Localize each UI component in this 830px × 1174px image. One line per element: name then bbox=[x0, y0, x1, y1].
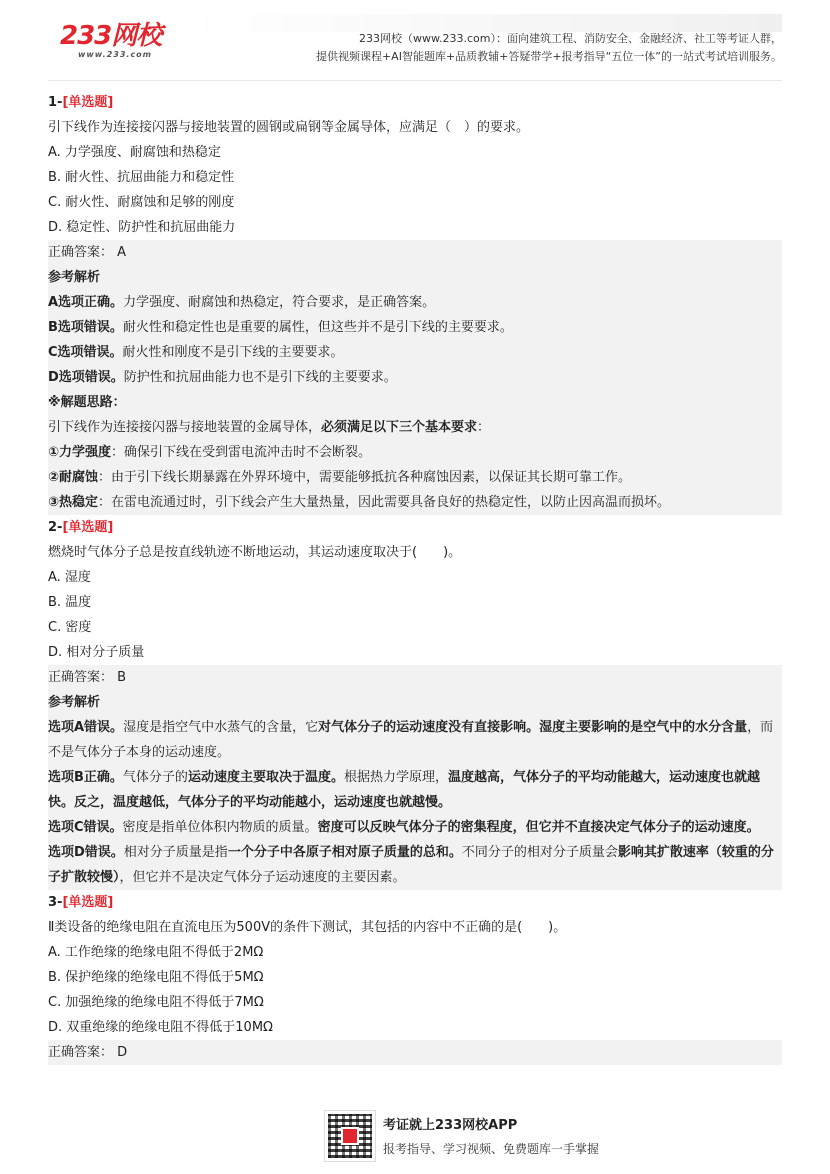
footer-subtitle: 报考指导、学习视频、免费题库一手掌握 bbox=[383, 1142, 600, 1156]
question-1-point-3 bbox=[48, 490, 782, 515]
question-type-tag: [单选题] bbox=[62, 895, 114, 910]
analysis-text: 密度是指单位体积内物质的质量。 bbox=[122, 820, 318, 835]
logo-233 bbox=[60, 22, 190, 70]
analysis-emphasis: 运动速度主要取决于温度。 bbox=[187, 770, 344, 785]
question-3-option-a: A. 工作绝缘的绝缘电阻不得低于2MΩ bbox=[48, 945, 264, 960]
question-2-analysis-title: 参考解析 bbox=[48, 695, 101, 710]
question-type-tag: [单选题] bbox=[62, 520, 114, 535]
thought-text: ： bbox=[477, 420, 491, 435]
analysis-text: 不同分子的相对分子质量会 bbox=[461, 845, 618, 860]
analysis-verdict: A选项正确。 bbox=[48, 295, 124, 310]
analysis-text: 力学强度、耐腐蚀和热稳定，符合要求，是正确答案。 bbox=[123, 295, 436, 310]
analysis-text: 耐火性和稳定性也是重要的属性，但这些并不是引下线的主要要求。 bbox=[122, 320, 513, 335]
analysis-verdict: B选项错误。 bbox=[48, 320, 123, 335]
analysis-verdict: 选项C错误。 bbox=[48, 820, 123, 835]
question-1-point-2 bbox=[48, 465, 782, 490]
question-2-stem: 燃烧时气体分子总是按直线轨迹不断地运动，其运动速度取决于( )。 bbox=[48, 545, 462, 560]
question-2-title bbox=[48, 515, 782, 540]
question-1-option-d: D. 稳定性、防护性和抗屈曲能力 bbox=[48, 220, 236, 235]
header-divider bbox=[48, 80, 782, 81]
analysis-text: 气体分子的 bbox=[122, 770, 188, 785]
page-header bbox=[0, 0, 830, 80]
question-2-option-a: A. 湿度 bbox=[48, 570, 91, 585]
analysis-emphasis: 密度可以反映气体分子的密集程度，但它并不直接决定气体分子的运动速度。 bbox=[317, 820, 760, 835]
question-3-option-c: C. 加强绝缘的绝缘电阻不得低于7MΩ bbox=[48, 995, 264, 1010]
question-type-tag: [单选题] bbox=[62, 95, 114, 110]
question-number: 1- bbox=[48, 95, 63, 110]
question-1-option-a: A. 力学强度、耐腐蚀和热稳定 bbox=[48, 145, 221, 160]
question-3-stem: Ⅱ类设备的绝缘电阻在直流电压为500V的条件下测试，其包括的内容中不正确的是( )。 bbox=[48, 920, 567, 935]
analysis-text: ，但它并不是决定气体分子运动速度的主要因素。 bbox=[119, 870, 406, 885]
document-body bbox=[48, 90, 782, 1065]
analysis-verdict: D选项错误。 bbox=[48, 370, 124, 385]
point-label: ①力学强度 bbox=[48, 445, 112, 460]
thought-text: 引下线作为连接接闪器与接地装置的金属导体， bbox=[48, 420, 322, 435]
analysis-emphasis: 温度越高，气体分子的平均动能越大，运动速度也就越快。反之，温度越低，气体分子的平均动能越小，运动速度也就越慢。 bbox=[48, 770, 760, 810]
analysis-text: 防护性和抗屈曲能力也不是引下线的主要要求。 bbox=[123, 370, 397, 385]
thought-emphasis: 必须满足以下三个基本要求 bbox=[321, 420, 478, 435]
question-number: 3- bbox=[48, 895, 63, 910]
analysis-text: 耐火性和刚度不是引下线的主要要求。 bbox=[122, 345, 344, 360]
question-1-answer-block bbox=[48, 240, 782, 515]
question-2-answer: 正确答案： B bbox=[48, 670, 127, 685]
question-2-option-c: C. 密度 bbox=[48, 620, 92, 635]
question-3-title bbox=[48, 890, 782, 915]
page-footer bbox=[0, 1104, 830, 1174]
question-2-option-b: B. 温度 bbox=[48, 595, 92, 610]
qr-logo-icon bbox=[341, 1127, 359, 1145]
question-1-analysis-title: 参考解析 bbox=[48, 270, 101, 285]
header-intro-line2: 提供视频课程+AI智能题库+品质教辅+答疑带学+报考指导“五位一体”的一站式考试培训服务。 bbox=[315, 50, 782, 63]
analysis-text: 湿度是指空气中水蒸气的含量，它 bbox=[123, 720, 319, 735]
point-text: ：由于引下线长期暴露在外界环境中，需要能够抵抗各种腐蚀因素，以保证其长期可靠工作。 bbox=[98, 470, 632, 485]
point-label: ③热稳定 bbox=[48, 495, 99, 510]
analysis-verdict: 选项B正确。 bbox=[48, 770, 123, 785]
logo-sub-text: www.233.com bbox=[78, 50, 153, 59]
question-number: 2- bbox=[48, 520, 63, 535]
analysis-verdict: 选项D错误。 bbox=[48, 845, 124, 860]
question-1-stem: 引下线作为连接接闪器与接地装置的圆钢或扁钢等金属导体，应满足（ ）的要求。 bbox=[48, 120, 530, 135]
question-1-answer: 正确答案： A bbox=[48, 245, 127, 260]
logo-main-text: 233网校 bbox=[60, 21, 162, 51]
header-intro bbox=[316, 30, 782, 66]
question-2-option-d: D. 相对分子质量 bbox=[48, 645, 145, 660]
question-2-analysis-a bbox=[48, 715, 782, 765]
question-2-analysis-c bbox=[48, 815, 782, 840]
question-3-answer-block bbox=[48, 1040, 782, 1065]
question-1-point-1 bbox=[48, 440, 782, 465]
question-2-analysis-d bbox=[48, 840, 782, 890]
analysis-emphasis: 对气体分子的运动速度没有直接影响。湿度主要影响的是空气中的水分含量 bbox=[318, 720, 748, 735]
question-1-thought-intro bbox=[48, 415, 782, 440]
analysis-text: 根据热力学原理， bbox=[343, 770, 448, 785]
analysis-verdict: C选项错误。 bbox=[48, 345, 123, 360]
question-1-option-b: B. 耐火性、抗屈曲能力和稳定性 bbox=[48, 170, 235, 185]
analysis-emphasis: 影响其扩散速率（较重的分子扩散较慢） bbox=[48, 845, 774, 885]
analysis-emphasis: 一个分子中各原子相对原子质量的总和。 bbox=[227, 845, 462, 860]
question-1-title bbox=[48, 90, 782, 115]
analysis-text: 相对分子质量是指 bbox=[123, 845, 228, 860]
question-3-option-d: D. 双重绝缘的绝缘电阻不得低于10MΩ bbox=[48, 1020, 273, 1035]
question-3-option-b: B. 保护绝缘的绝缘电阻不得低于5MΩ bbox=[48, 970, 264, 985]
header-intro-line1: 233网校（www.233.com）：面向建筑工程、消防安全、金融经济、社工等考证人群， bbox=[359, 32, 782, 45]
question-1-analysis-a bbox=[48, 290, 782, 315]
question-1-analysis-b bbox=[48, 315, 782, 340]
analysis-text: ，而不是气体分子本身的运动速度。 bbox=[48, 720, 774, 760]
analysis-verdict: 选项A错误。 bbox=[48, 720, 124, 735]
question-3-answer: 正确答案： D bbox=[48, 1045, 128, 1060]
question-1-analysis-c bbox=[48, 340, 782, 365]
footer-title: 考证就上233网校APP bbox=[383, 1118, 518, 1133]
question-2-analysis-b bbox=[48, 765, 782, 815]
question-2-answer-block bbox=[48, 665, 782, 890]
point-text: ：在雷电流通过时，引下线会产生大量热量，因此需要具备良好的热稳定性，以防止因高温而损坏。 bbox=[98, 495, 671, 510]
question-1-thought-title: ※解题思路： bbox=[48, 395, 126, 410]
qr-code-icon bbox=[324, 1110, 376, 1162]
point-label: ②耐腐蚀 bbox=[48, 470, 99, 485]
point-text: ：确保引下线在受到雷电流冲击时不会断裂。 bbox=[111, 445, 372, 460]
question-1-option-c: C. 耐火性、耐腐蚀和足够的刚度 bbox=[48, 195, 235, 210]
question-1-analysis-d bbox=[48, 365, 782, 390]
